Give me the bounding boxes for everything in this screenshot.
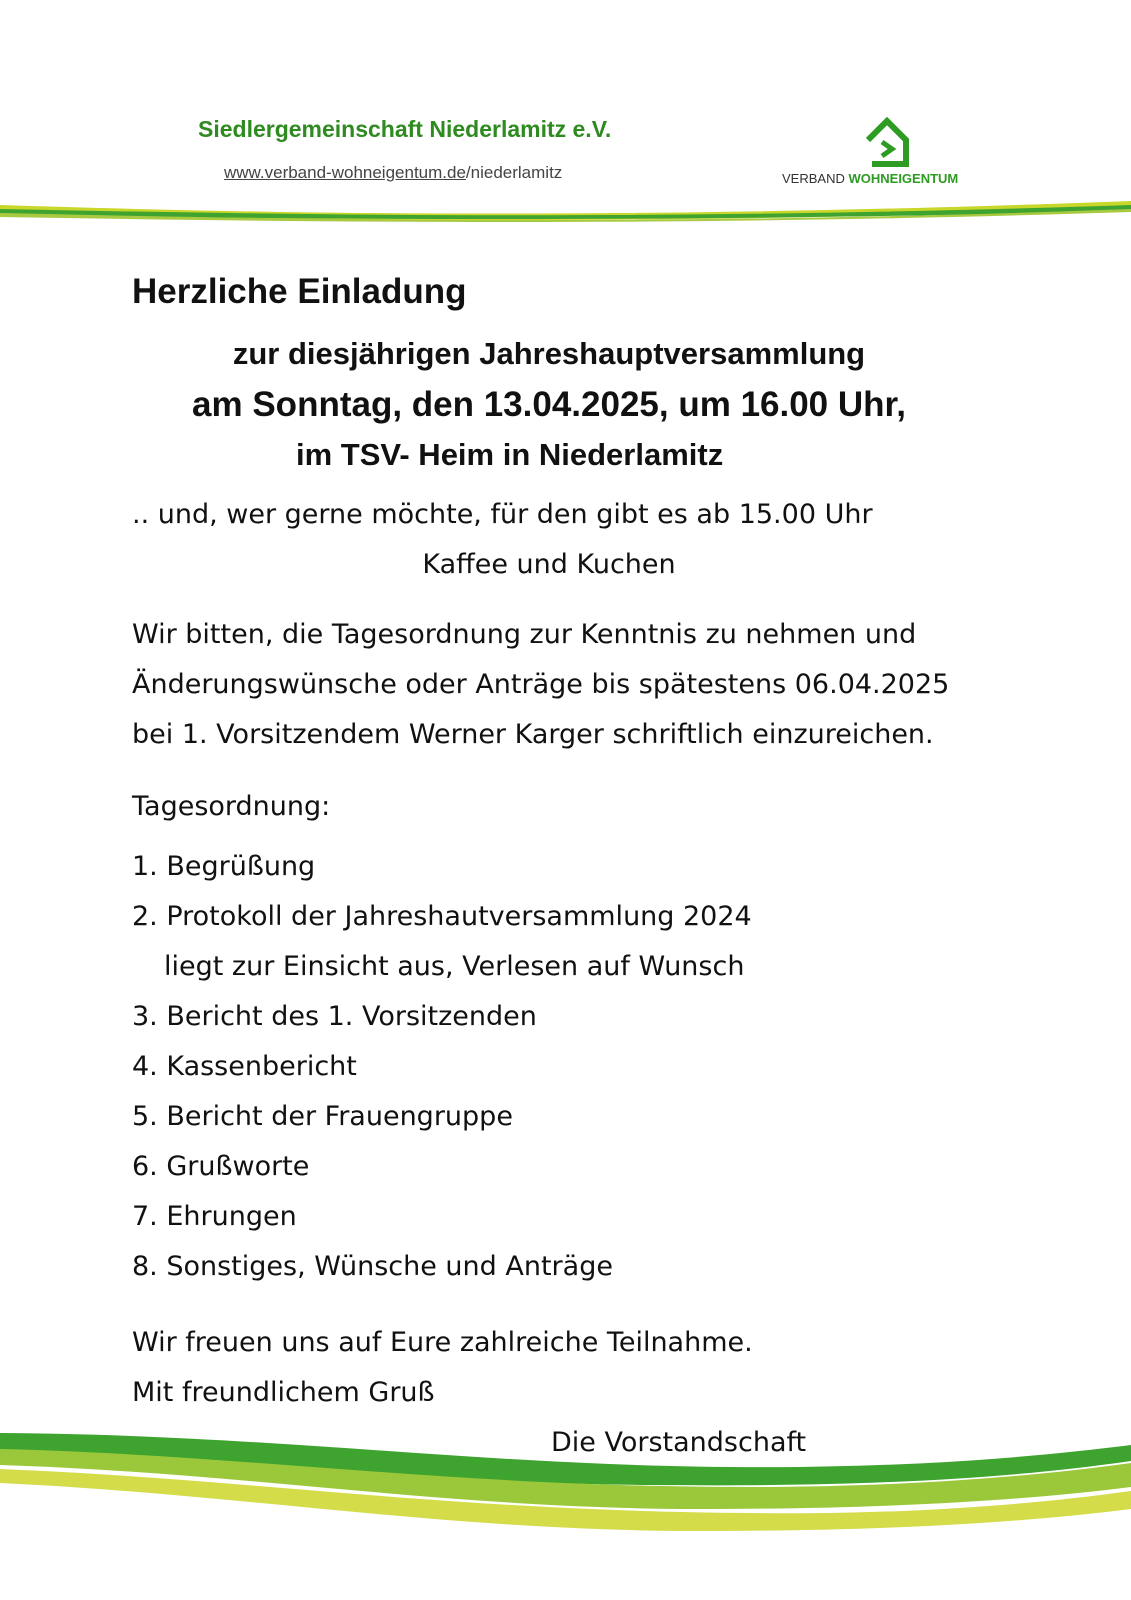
signature: Die Vorstandschaft xyxy=(551,1427,807,1458)
logo-wordmark xyxy=(782,171,958,186)
agenda-item-continuation: liegt zur Einsicht aus, Verlesen auf Wunsch xyxy=(164,951,745,982)
agenda-item: 4. Kassenbericht xyxy=(132,1051,357,1082)
logo-wordmark-prefix: VERBAND xyxy=(782,171,845,186)
website-url[interactable] xyxy=(224,163,562,183)
agenda-label: Tagesordnung: xyxy=(132,791,331,822)
agenda-item: 7. Ehrungen xyxy=(132,1201,297,1232)
coffee-note: .. und, wer gerne möchte, für den gibt es ab 15.00 Uhr xyxy=(132,499,873,530)
meeting-location: im TSV- Heim in Niederlamitz xyxy=(296,437,724,472)
agenda-item: 5. Bericht der Frauengruppe xyxy=(132,1101,513,1132)
meeting-date-time: am Sonntag, den 13.04.2025, um 16.00 Uhr, xyxy=(192,385,906,424)
header-swoosh-divider xyxy=(0,195,1131,231)
closing-line: Mit freundlichem Gruß xyxy=(132,1377,435,1408)
agenda-item: 1. Begrüßung xyxy=(132,851,316,882)
meeting-title: zur diesjährigen Jahreshauptversammlung xyxy=(232,336,866,371)
closing-text xyxy=(132,1318,753,1418)
website-url-path: /niederlamitz xyxy=(465,163,563,182)
agenda-item: 6. Grußworte xyxy=(132,1151,310,1182)
closing-line: Wir freuen uns auf Eure zahlreiche Teilnahme. xyxy=(132,1327,753,1358)
organization-name: Siedlergemeinschaft Niederlamitz e.V. xyxy=(198,116,612,142)
agenda-list xyxy=(132,842,752,1292)
request-paragraph xyxy=(132,610,1052,760)
coffee-note-detail: Kaffee und Kuchen xyxy=(422,549,676,580)
footer-swoosh-decoration xyxy=(0,1425,1131,1535)
agenda-item: 3. Bericht des 1. Vorsitzenden xyxy=(132,1001,537,1032)
invitation-heading: Herzliche Einladung xyxy=(132,272,467,311)
request-line: bei 1. Vorsitzendem Werner Karger schriftlich einzureichen. xyxy=(132,719,934,750)
request-line: Wir bitten, die Tagesordnung zur Kenntnis zu nehmen und xyxy=(132,619,917,650)
website-url-domain[interactable]: www.verband-wohneigentum.de xyxy=(224,163,466,182)
request-line: Änderungswünsche oder Anträge bis spätestens 06.04.2025 xyxy=(132,669,950,700)
agenda-item: 8. Sonstiges, Wünsche und Anträge xyxy=(132,1251,613,1282)
logo-wordmark-brand: WOHNEIGENTUM xyxy=(848,171,959,186)
agenda-item: 2. Protokoll der Jahreshautversammlung 2024 xyxy=(132,901,752,932)
